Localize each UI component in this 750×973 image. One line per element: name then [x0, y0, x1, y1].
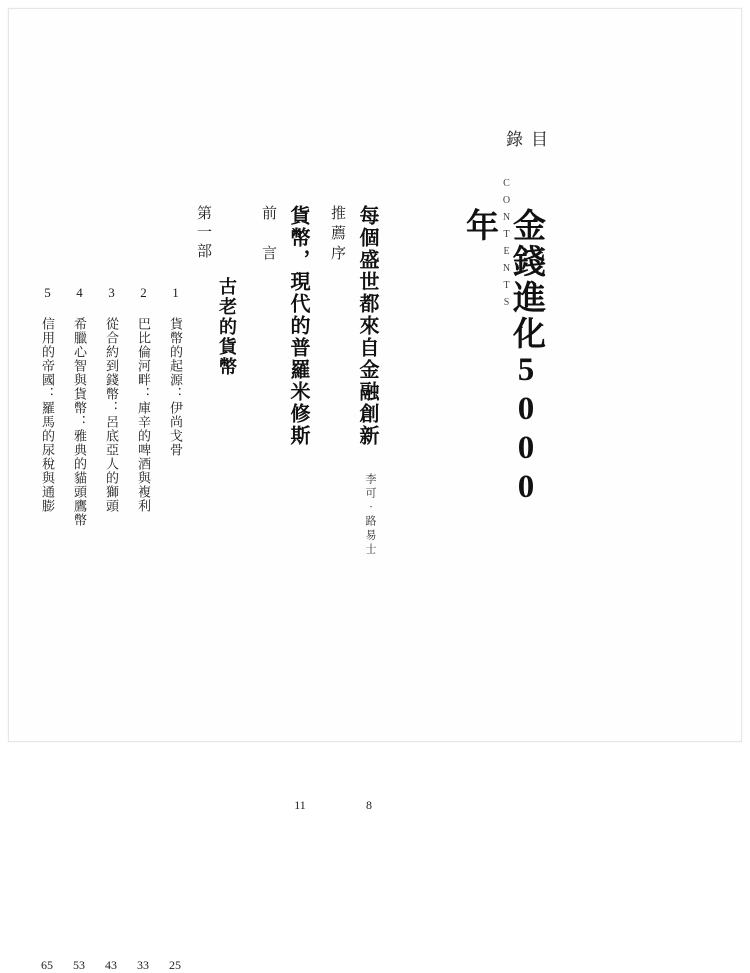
toc-chapter-page: 53	[73, 958, 85, 972]
toc-entry-lead: 推薦序	[329, 205, 345, 265]
toc-entry-page: 11	[294, 798, 306, 812]
toc-chapter-page: 65	[41, 958, 53, 972]
toc-chapter-title: 3 從合約到錢幣：呂底亞人的獅頭	[104, 285, 119, 513]
toc-entry-author: 李可‧路易士	[364, 473, 376, 557]
toc-part-label: 第一部	[195, 205, 211, 262]
toc-heading: 目錄	[503, 130, 547, 150]
page-title: 金錢進化5000年	[461, 208, 544, 508]
toc-chapter-page: 25	[169, 958, 181, 972]
toc-entry-lead: 前 言	[260, 205, 276, 265]
toc-chapter-page: 43	[105, 958, 117, 972]
toc-chapter-title: 4 希臘心智與貨幣：雅典的貓頭鷹幣	[72, 285, 87, 527]
toc-chapter-title: 5 信用的帝國：羅馬的尿稅與通膨	[40, 285, 55, 513]
contents-latin-label: CONTENTS	[501, 178, 512, 314]
toc-chapter-title: 1 貨幣的起源：伊尚戈骨	[168, 285, 183, 457]
toc-entry-title: 每個盛世都來自金融創新	[356, 205, 378, 447]
toc-entry-title: 貨幣，現代的普羅米修斯	[287, 205, 309, 447]
toc-chapter-title: 2 巴比倫河畔：庫辛的啤酒與複利	[136, 285, 151, 513]
toc-entry-page: 8	[366, 798, 372, 812]
toc-chapter-page: 33	[137, 958, 149, 972]
toc-part-title: 古老的貨幣	[217, 277, 237, 377]
